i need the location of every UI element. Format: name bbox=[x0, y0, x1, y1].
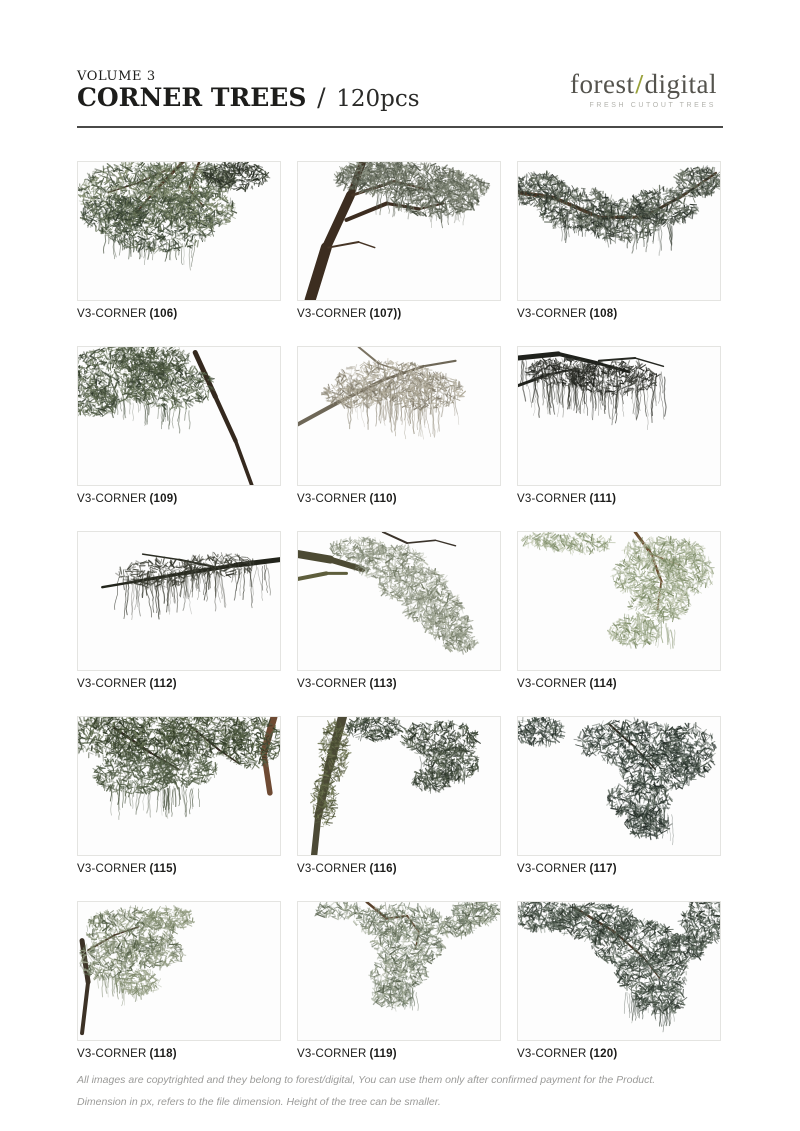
item-caption bbox=[297, 493, 501, 505]
tree-image-frame bbox=[77, 716, 281, 856]
tree-grid bbox=[77, 161, 723, 1060]
item-label: V3-CORNER bbox=[297, 308, 367, 320]
item-number: (109) bbox=[149, 493, 178, 505]
item-number: (108) bbox=[589, 308, 618, 320]
tree-image-frame bbox=[297, 161, 501, 301]
item-caption bbox=[297, 308, 501, 320]
item-caption bbox=[77, 308, 281, 320]
tree-cutout-image-bare-branch-from-right bbox=[78, 532, 280, 670]
tree-image-frame bbox=[77, 901, 281, 1041]
tree-cutout-image-pine-trunk-left-branches-right bbox=[298, 162, 500, 300]
item-label: V3-CORNER bbox=[297, 863, 367, 875]
item-caption bbox=[77, 863, 281, 875]
item-number: (106) bbox=[149, 308, 178, 320]
tree-image-frame bbox=[297, 346, 501, 486]
tree-cutout-image-dense-canopy-diagonal bbox=[518, 902, 720, 1040]
item-label: V3-CORNER bbox=[517, 863, 587, 875]
tree-image-frame bbox=[517, 531, 721, 671]
catalog-item bbox=[297, 901, 501, 1060]
tree-cutout-image-pine-branch-canopy-upper-left bbox=[78, 162, 280, 300]
brand-wordmark bbox=[570, 69, 717, 100]
tree-cutout-image-dense-pine-mass-right bbox=[518, 717, 720, 855]
item-label: V3-CORNER bbox=[77, 1048, 147, 1060]
item-caption bbox=[517, 308, 721, 320]
tree-image-frame bbox=[517, 716, 721, 856]
item-label: V3-CORNER bbox=[77, 863, 147, 875]
item-label: V3-CORNER bbox=[517, 493, 587, 505]
catalog-item bbox=[297, 346, 501, 505]
tree-image-frame bbox=[77, 346, 281, 486]
item-label: V3-CORNER bbox=[517, 678, 587, 690]
catalog-item bbox=[297, 161, 501, 320]
tree-image-frame bbox=[297, 901, 501, 1041]
tree-image-frame bbox=[517, 901, 721, 1041]
item-number: (115) bbox=[149, 863, 177, 875]
brand-forest: forest bbox=[570, 69, 635, 99]
item-number: (111) bbox=[589, 493, 617, 505]
item-label: V3-CORNER bbox=[517, 1048, 587, 1060]
brand-slash-icon: / bbox=[635, 69, 644, 99]
page-title bbox=[77, 84, 420, 113]
tree-cutout-image-bare-feathery-branches-top bbox=[298, 347, 500, 485]
title-block bbox=[77, 69, 420, 113]
header-rule bbox=[77, 126, 723, 128]
item-number: (110) bbox=[369, 493, 397, 505]
item-number: (117) bbox=[589, 863, 617, 875]
item-label: V3-CORNER bbox=[297, 678, 367, 690]
brand-digital: digital bbox=[644, 69, 717, 99]
catalog-item bbox=[77, 346, 281, 505]
item-caption bbox=[297, 678, 501, 690]
catalog-item bbox=[297, 716, 501, 875]
tree-image-frame bbox=[517, 346, 721, 486]
title-text: CORNER TREES bbox=[77, 83, 307, 112]
item-number: (120) bbox=[589, 1048, 618, 1060]
item-label: V3-CORNER bbox=[77, 678, 147, 690]
tree-cutout-image-pine-canopy-top-left-with-trunk bbox=[78, 347, 280, 485]
item-label: V3-CORNER bbox=[297, 1048, 367, 1060]
item-caption bbox=[297, 863, 501, 875]
catalog-item bbox=[77, 531, 281, 690]
item-caption bbox=[77, 493, 281, 505]
volume-label: VOLUME 3 bbox=[77, 69, 156, 84]
item-caption bbox=[517, 493, 721, 505]
item-label: V3-CORNER bbox=[77, 493, 147, 505]
catalog-item bbox=[517, 161, 721, 320]
brand-tagline: FRESH CUTOUT TREES bbox=[589, 102, 716, 109]
catalog-item bbox=[517, 901, 721, 1060]
item-label: V3-CORNER bbox=[297, 493, 367, 505]
tree-cutout-image-dense-canopy-full-width bbox=[78, 717, 280, 855]
footer-note bbox=[77, 1069, 723, 1113]
footer-line-1: All images are copytrighted and they belong to forest/digital, You can use them only after confirmed payment for the Product. bbox=[77, 1074, 656, 1086]
item-number: (118) bbox=[149, 1048, 177, 1060]
item-label: V3-CORNER bbox=[77, 308, 147, 320]
tree-cutout-image-mossy-trunk-left-pine-clumps bbox=[298, 717, 500, 855]
item-caption bbox=[517, 1048, 721, 1060]
item-number: (114) bbox=[589, 678, 617, 690]
tree-image-frame bbox=[517, 161, 721, 301]
tree-cutout-image-hanging-pine-center bbox=[298, 902, 500, 1040]
title-separator: / bbox=[317, 83, 326, 112]
tree-cutout-image-dark-bare-branches-top-left bbox=[518, 347, 720, 485]
tree-image-frame bbox=[77, 161, 281, 301]
item-caption bbox=[77, 1048, 281, 1060]
tree-cutout-image-light-foliage-hanging-right bbox=[518, 532, 720, 670]
catalog-item bbox=[297, 531, 501, 690]
item-caption bbox=[517, 678, 721, 690]
item-number: (116) bbox=[369, 863, 397, 875]
tree-image-frame bbox=[77, 531, 281, 671]
item-number: (119) bbox=[369, 1048, 397, 1060]
item-caption bbox=[77, 678, 281, 690]
tree-image-frame bbox=[297, 716, 501, 856]
catalog-item bbox=[517, 531, 721, 690]
catalog-item bbox=[517, 716, 721, 875]
catalog-item bbox=[77, 901, 281, 1060]
page-header bbox=[77, 0, 723, 113]
catalog-item bbox=[517, 346, 721, 505]
piece-count: 120pcs bbox=[336, 86, 420, 112]
item-number: (112) bbox=[149, 678, 177, 690]
item-caption bbox=[517, 863, 721, 875]
item-label: V3-CORNER bbox=[517, 308, 587, 320]
tree-cutout-image-pine-clump-top-left bbox=[78, 902, 280, 1040]
item-caption bbox=[297, 1048, 501, 1060]
brand-logo bbox=[570, 69, 723, 109]
catalog-item bbox=[77, 161, 281, 320]
item-number: (113) bbox=[369, 678, 397, 690]
tree-cutout-image-drooping-pine-branch-arc bbox=[518, 162, 720, 300]
catalog-item bbox=[77, 716, 281, 875]
footer-line-2: Dimension in px, refers to the file dimension. Height of the tree can be smaller. bbox=[77, 1096, 441, 1108]
item-number: (107)) bbox=[369, 308, 402, 320]
tree-cutout-image-mossy-branch-left-sparse-foliage bbox=[298, 532, 500, 670]
tree-image-frame bbox=[297, 531, 501, 671]
